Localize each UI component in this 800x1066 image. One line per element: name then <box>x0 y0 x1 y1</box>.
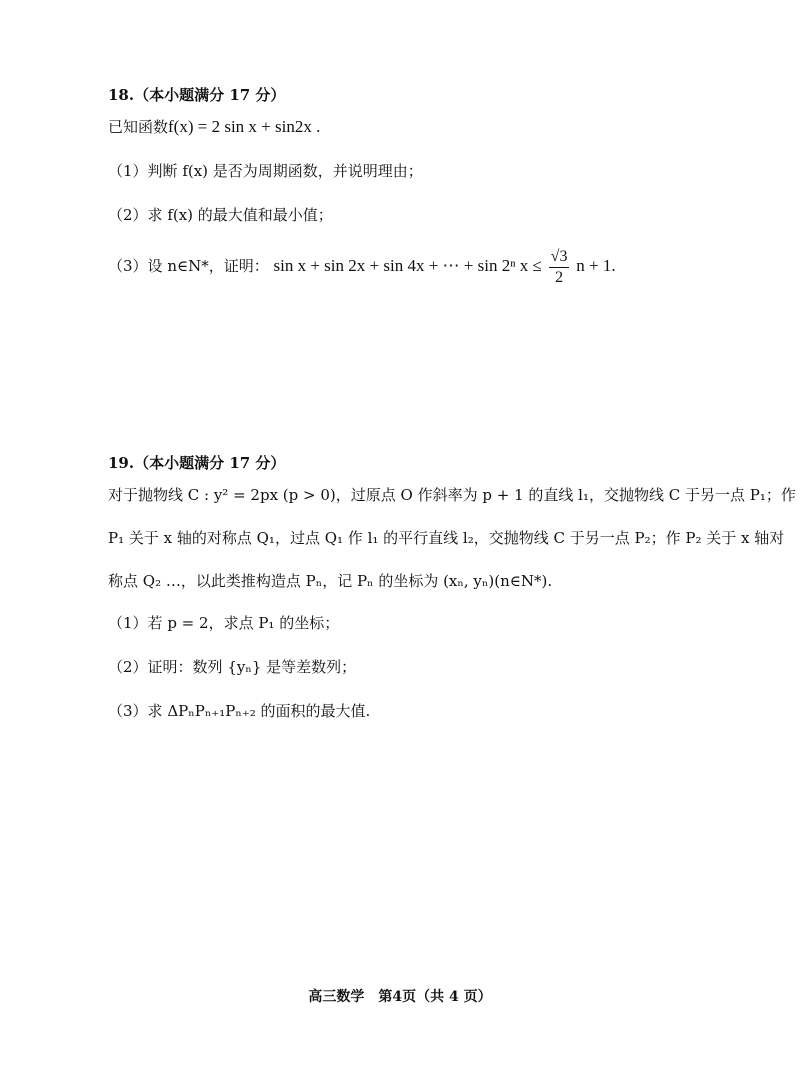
q18-stem-text: 已知函数 <box>108 118 169 136</box>
q18-part2-text: 求 f(x) 的最大值和最小值； <box>147 206 333 224</box>
q19-part2-text: 证明：数列 {yₙ} 是等差数列； <box>147 658 357 676</box>
q19-part3-text: 求 ΔPₙPₙ₊₁Pₙ₊₂ 的面积的最大值. <box>147 702 371 720</box>
q18-part1-label: （1） <box>108 162 148 180</box>
q18-part3-formula: sin x + sin 2x + sin 4x + ⋯ + sin 2ⁿ x ≤ <box>273 256 542 275</box>
q19-part2-label: （2） <box>108 658 148 676</box>
q18-header: 18.（本小题满分 17 分） <box>108 86 286 104</box>
q19-part2 <box>108 656 356 678</box>
q18-part3-label: （3） <box>108 257 148 275</box>
q18-part3 <box>108 246 616 288</box>
q19-header: 19.（本小题满分 17 分） <box>108 454 286 472</box>
q18-part3-fraction-numerator: √3 <box>549 247 570 268</box>
page-footer: 高三数学 第4页（共 4 页） <box>308 989 492 1005</box>
q18-part3-fraction-denominator: 2 <box>555 268 564 286</box>
q18-stem <box>108 116 320 138</box>
q18-stem-formula: f(x) = 2 sin x + sin2x . <box>168 117 321 136</box>
q19-part1-text: 若 p = 2，求点 P₁ 的坐标； <box>147 614 340 632</box>
q19-part1 <box>108 612 339 634</box>
q19-part3-label: （3） <box>108 702 148 720</box>
q19-part3 <box>108 700 370 722</box>
q18-part1-text: 判断 f(x) 是否为周期函数，并说明理由； <box>147 162 423 180</box>
q18-part3-fraction <box>549 247 570 288</box>
q19-part1-label: （1） <box>108 614 148 632</box>
q19-stem-line3: 称点 Q₂ …，以此类推构造点 Pₙ，记 Pₙ 的坐标为 (xₙ, yₙ)(n∈N*). <box>108 572 553 590</box>
q18-part2 <box>108 204 333 226</box>
q18-part3-text: 设 n∈N*，证明： <box>147 257 269 275</box>
q18-part3-tail: n + 1. <box>576 256 616 275</box>
q19-stem-line2: P₁ 关于 x 轴的对称点 Q₁，过点 Q₁ 作 l₁ 的平行直线 l₂，交抛物线 C 于另一点 P₂；作 P₂ 关于 x 轴对 <box>108 529 785 547</box>
q18-part1 <box>108 160 423 182</box>
q19-stem-line1: 对于抛物线 C : y² = 2px (p > 0)，过原点 O 作斜率为 p + 1 的直线 l₁，交抛物线 C 于另一点 P₁；作 <box>108 486 796 504</box>
q18-part2-label: （2） <box>108 206 148 224</box>
